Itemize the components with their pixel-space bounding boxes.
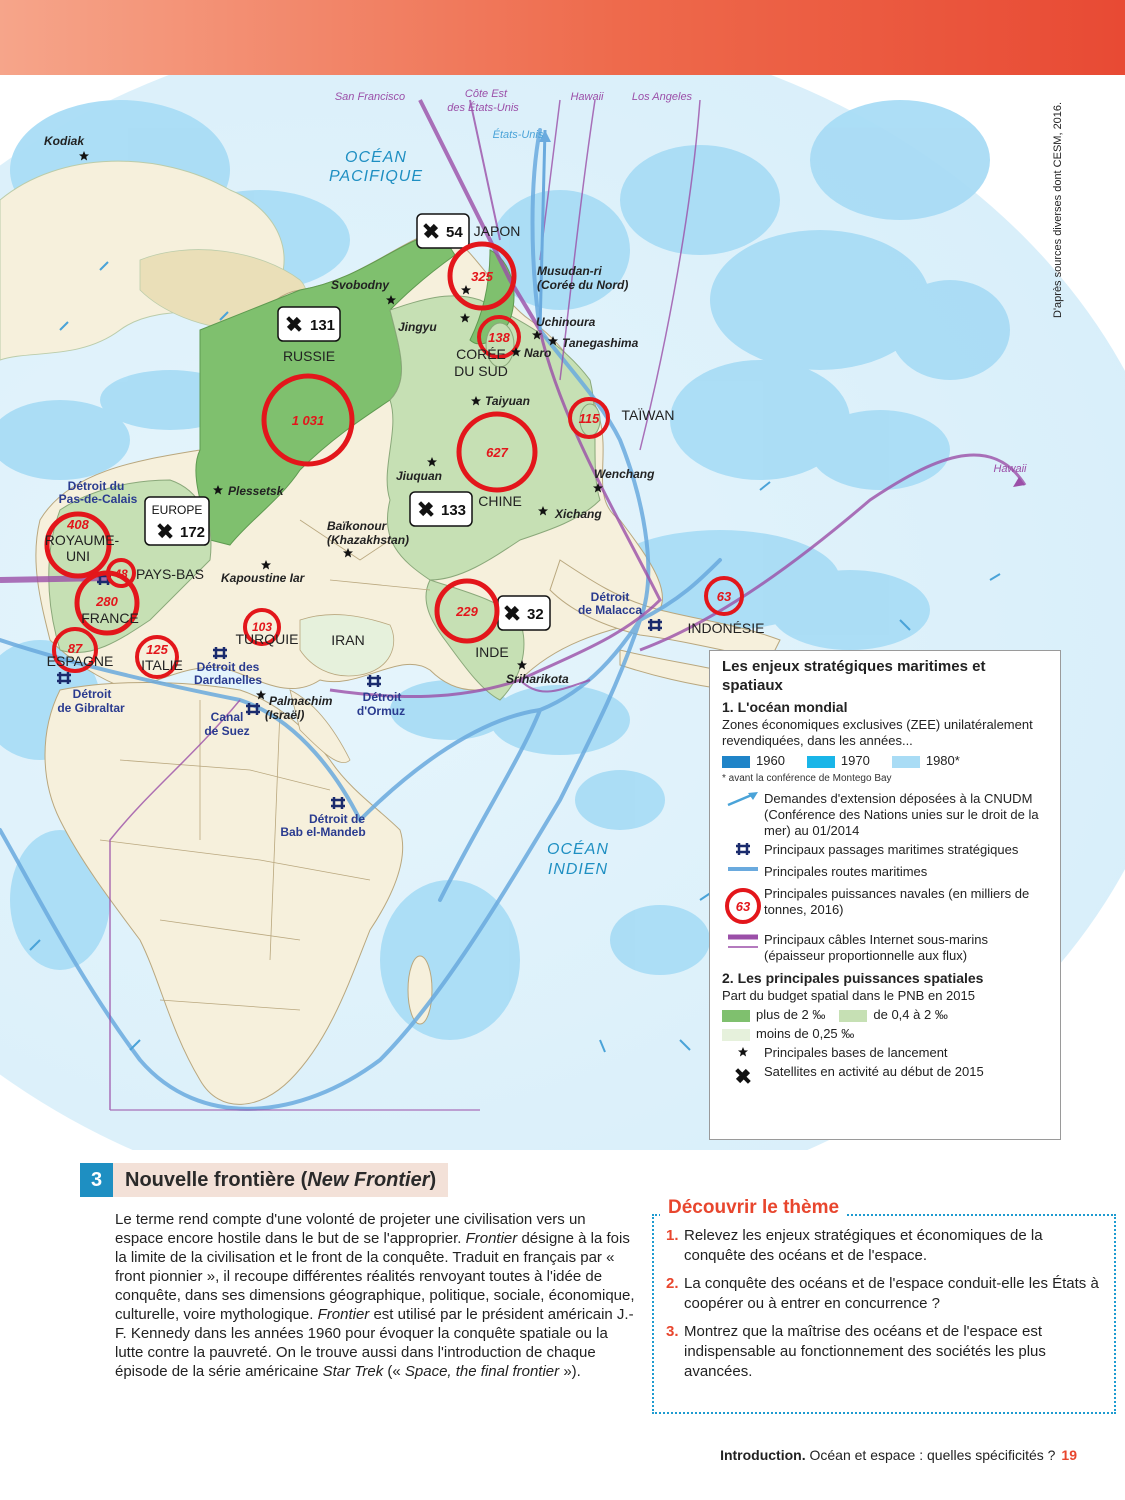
country-label: CORÉE — [456, 346, 506, 362]
discover-item: 2. La conquête des océans et de l'espace conduit-elle les États à coopérer ou à entrer en concurrence ? — [666, 1275, 1099, 1312]
page-footer: Introduction. Océan et espace : quelles spécificités ? 19 — [720, 1447, 1077, 1463]
strait-label: Détroit — [72, 687, 112, 701]
svg-text:125: 125 — [146, 642, 168, 657]
country-label: IRAN — [331, 632, 365, 648]
svg-text:EUROPE: EUROPE — [151, 503, 203, 517]
svg-text:Wenchang: Wenchang — [594, 467, 655, 481]
discover-item: 1. Relevez les enjeux stratégiques et économiques de la conquête des océans et de l'espace. — [666, 1227, 1043, 1264]
strait-label: Détroit des — [196, 660, 260, 674]
legend-1970: 1970 — [807, 753, 870, 769]
legend-bases: Principales bases de lancement — [764, 1045, 948, 1060]
svg-text:138: 138 — [488, 330, 510, 345]
country-label: ROYAUME- — [44, 532, 120, 548]
legend-extension: Demandes d'extension déposées à la CNUDM (Conférence des Nations unies sur le droit de la mer) au 01/2014 — [764, 791, 1039, 838]
svg-text:408: 408 — [67, 517, 89, 532]
strait-label: Détroit de — [308, 812, 366, 826]
strait-label: Détroit du — [67, 479, 125, 493]
svg-text:172: 172 — [180, 524, 206, 541]
legend-title: Les enjeux stratégiques maritimes et spatiaux — [722, 658, 986, 694]
svg-text:Naro: Naro — [524, 346, 552, 360]
ocean-label-pacifique: PACIFIQUE — [328, 168, 424, 185]
legend-sats: Satellites en activité au début de 2015 — [764, 1064, 984, 1079]
svg-text:63: 63 — [735, 899, 751, 914]
legend-naval: Principales puissances navales (en milliers de tonnes, 2016) — [764, 886, 1030, 917]
cable-destination-label: États-Unis — [492, 129, 544, 141]
legend-budget: Part du budget spatial dans le PNB en 2015 — [722, 988, 975, 1003]
svg-text:Taiyuan: Taiyuan — [485, 394, 530, 408]
cable-destination-label: San Francisco — [334, 91, 406, 103]
ocean-label-indien: OCÉAN — [547, 841, 609, 858]
doc3-title: Nouvelle frontière ( New Frontier ) — [113, 1163, 448, 1197]
ocean-label-pacifique: OCÉAN — [345, 149, 407, 166]
cable-destination-label: Côte Est — [464, 88, 508, 100]
discover-box — [652, 1214, 1116, 1414]
legend-passages: Principaux passages maritimes stratégiques — [764, 842, 1019, 857]
svg-text:115: 115 — [578, 411, 600, 426]
country-label: ITALIE — [141, 657, 183, 673]
strait-icon — [722, 842, 764, 856]
svg-text:229: 229 — [456, 604, 478, 619]
country-label: CHINE — [478, 493, 522, 509]
strait-label: Détroit — [590, 590, 630, 604]
strait-label: d'Ormuz — [356, 704, 406, 718]
cable-destination-label: des États-Unis — [447, 102, 519, 114]
strait-label: Dardanelles — [193, 673, 263, 687]
svg-text:280: 280 — [96, 594, 118, 609]
ocean-label-indien: INDIEN — [547, 861, 609, 878]
svg-text:Musudan-ri: Musudan-ri — [537, 264, 602, 278]
svg-text:(Corée du Nord): (Corée du Nord) — [537, 278, 629, 292]
svg-text:(Israël): (Israël) — [265, 708, 305, 722]
naval-circle-icon — [722, 886, 764, 926]
svg-text:Jiuquan: Jiuquan — [396, 469, 443, 483]
svg-text:Baïkonour: Baïkonour — [327, 519, 387, 533]
route-line-icon — [722, 864, 764, 874]
country-label: FRANCE — [81, 610, 139, 626]
svg-text:63: 63 — [716, 589, 732, 604]
svg-text:Kodiak: Kodiak — [44, 134, 85, 148]
strait-label: de Suez — [204, 724, 250, 738]
cable-destination-label: Los Angeles — [631, 91, 693, 103]
legend-1980: 1980* — [892, 753, 960, 769]
legend-section-space: 2. Les principales puissances spatiales — [722, 970, 984, 986]
svg-text:103: 103 — [251, 620, 273, 634]
svg-text:Uchinoura: Uchinoura — [536, 315, 596, 329]
country-label: JAPON — [473, 223, 521, 239]
svg-text:Tanegashima: Tanegashima — [562, 336, 639, 350]
svg-text:Jingyu: Jingyu — [398, 320, 437, 334]
strait-label: Bab el-Mandeb — [280, 825, 366, 839]
strait-label: Canal — [210, 710, 244, 724]
country-label: INDE — [475, 644, 509, 660]
map-legend — [709, 650, 1061, 1140]
doc3-number: 3 — [80, 1163, 113, 1197]
strait-label: de Gibraltar — [57, 701, 125, 715]
legend-pnb-row: plus de 2 ‰ de 0,4 à 2 ‰ — [722, 1007, 1048, 1023]
country-label: INDONÉSIE — [687, 620, 765, 636]
legend-zee-label: Zones économiques exclusives (ZEE) unilatéralement revendiquées, dans les années... — [722, 717, 1033, 748]
svg-text:(Khazakhstan): (Khazakhstan) — [327, 533, 410, 547]
svg-text:Kapoustine Iar: Kapoustine Iar — [221, 571, 305, 585]
strait-label: Pas-de-Calais — [58, 492, 138, 506]
doc3-text: Le terme rend compte d'une volonté de projeter une civilisation vers un espace encore hostile dans le but de se l'approprier. Frontier désigne à la fois la limite de la civilisation et le front de la conquête. Traduit en français par « front pionnier », il recoupe différentes réalités renvoyant toutes à l'idée de conquête, dans ses dimensions géographique, politique, sociale, économique, culturelle, voire mythologique. Frontier est utilisé par le président américain J.-F. Kennedy dans les années 1960 pour évoquer la conquête spatiale ou la lutte contre la pauvreté. On le trouve aussi dans l'introduction de chaque épisode de la série américaine Star Trek (« Space, the final frontier »). — [115, 1211, 635, 1380]
top-banner — [0, 0, 1125, 75]
svg-text:Plessetsk: Plessetsk — [228, 484, 284, 498]
legend-pnb-low: moins de 0,25 ‰ — [722, 1026, 1048, 1042]
svg-text:627: 627 — [486, 445, 508, 460]
extension-arrow-icon — [722, 791, 764, 807]
country-label: TURQUIE — [235, 631, 299, 647]
doc3-header — [80, 1163, 448, 1197]
svg-text:325: 325 — [471, 269, 493, 284]
svg-text:32: 32 — [527, 606, 544, 623]
svg-text:Sriharikota: Sriharikota — [506, 672, 569, 686]
country-label: PAYS-BAS — [136, 566, 204, 582]
page-number: 19 — [1061, 1447, 1077, 1463]
svg-text:48: 48 — [114, 567, 128, 581]
country-label: UNI — [65, 548, 91, 564]
svg-text:Xichang: Xichang — [555, 507, 602, 521]
strait-label: Détroit — [362, 690, 402, 704]
legend-note: * avant la conférence de Montego Bay — [722, 773, 892, 784]
discover-title: Découvrir le thème — [660, 1197, 847, 1219]
svg-text:1 031: 1 031 — [291, 413, 325, 428]
satellite-icon — [722, 1064, 764, 1088]
cable-destination-label: Hawaii — [570, 91, 604, 103]
svg-text:54: 54 — [446, 224, 463, 241]
svg-text:Palmachim: Palmachim — [269, 694, 333, 708]
strait-label: de Malacca — [577, 603, 643, 617]
cable-line-icon — [722, 932, 764, 952]
star-icon — [722, 1045, 764, 1059]
country-label: TAÏWAN — [621, 407, 675, 423]
legend-routes: Principales routes maritimes — [764, 864, 928, 879]
country-label: DU SUD — [454, 363, 508, 379]
source-note — [1051, 90, 1065, 320]
svg-text:D'après sources diverses dont: D'après sources diverses dont CESM, 2016. — [1052, 101, 1064, 318]
discover-item: 3. Montrez que la maîtrise des océans et de l'espace est indispensable au fonctionnement des sociétés les plus avancées. — [666, 1323, 1046, 1380]
legend-1960: 1960 — [722, 753, 785, 769]
country-label: ESPAGNE — [46, 653, 114, 669]
svg-text:87: 87 — [67, 641, 83, 656]
svg-text:Svobodny: Svobodny — [331, 278, 390, 292]
country-label: RUSSIE — [282, 348, 336, 364]
svg-text:133: 133 — [441, 502, 467, 519]
legend-section-ocean: 1. L'océan mondial — [722, 699, 848, 715]
cable-destination-label: Hawaii — [993, 463, 1027, 475]
svg-text:131: 131 — [310, 317, 336, 334]
legend-cables: Principaux câbles Internet sous-marins (épaisseur proportionnelle aux flux) — [764, 932, 988, 963]
